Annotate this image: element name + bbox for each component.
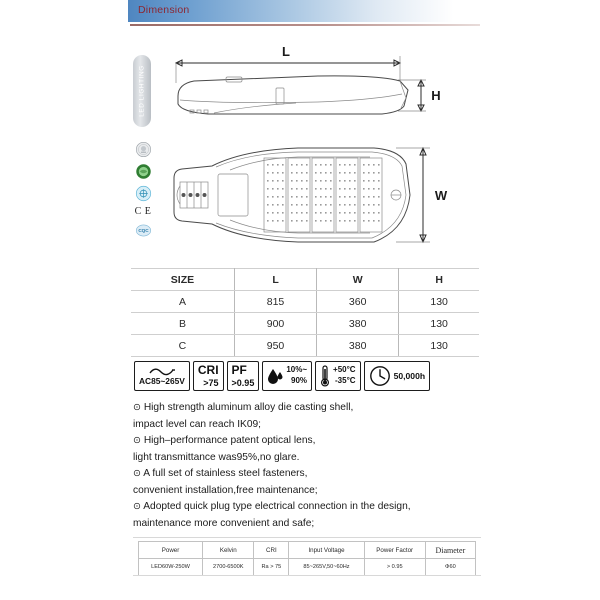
feature-item xyxy=(133,466,483,483)
spec-value-cri: Ra > 75 xyxy=(254,559,289,576)
dimension-label-l: L xyxy=(282,44,290,59)
section-header-band xyxy=(128,0,482,22)
feature-item xyxy=(133,433,483,450)
spec-header-cri: CRI xyxy=(254,542,289,559)
feature-item xyxy=(133,499,483,516)
dim-cell-w: 380 xyxy=(317,335,399,357)
header-divider xyxy=(130,24,480,26)
water-drop-icon xyxy=(267,367,283,385)
bullet-icon: ⊙ xyxy=(133,501,141,513)
table-header-row xyxy=(139,542,476,559)
dim-cell-h: 130 xyxy=(399,335,479,357)
spec-header-kelvin: Kelvin xyxy=(203,542,254,559)
feature-text: maintenance more convenient and safe; xyxy=(133,517,315,529)
spec-pf-title: PF xyxy=(231,362,247,377)
led-lighting-tab xyxy=(133,55,151,127)
ce-mark-badge: C E xyxy=(134,206,152,217)
dim-cell-size: A xyxy=(131,291,234,313)
spec-value-power-factor: > 0.95 xyxy=(364,559,425,576)
spec-cell-temperature xyxy=(315,361,361,391)
spec-value-power: LED60W-250W xyxy=(139,559,203,576)
spec-cri-value: >75 xyxy=(203,377,219,388)
thermometer-icon xyxy=(320,365,330,387)
spec-cell-cri xyxy=(193,361,224,391)
certification-badges xyxy=(133,141,153,239)
table-row xyxy=(139,559,476,576)
dim-cell-l: 900 xyxy=(234,313,316,335)
feature-text: High–performance patent optical lens, xyxy=(143,435,316,447)
spec-pf-value: >0.95 xyxy=(231,377,255,388)
dim-header-w: W xyxy=(317,269,399,291)
dim-cell-w: 380 xyxy=(317,313,399,335)
spec-value-input-voltage: 85~265V,50~60Hz xyxy=(289,559,364,576)
dim-cell-l: 815 xyxy=(234,291,316,313)
dim-cell-h: 130 xyxy=(399,291,479,313)
spec-cell-pf xyxy=(227,361,260,391)
luminaire-side-profile xyxy=(178,76,408,114)
spec-cell-lifespan xyxy=(364,361,431,391)
feature-text: A full set of stainless steel fasteners, xyxy=(143,468,308,480)
spec-table-top-divider xyxy=(133,537,481,538)
spec-table-bottom-divider xyxy=(133,575,481,576)
spec-voltage-label: AC85~265V xyxy=(139,375,185,386)
clock-icon xyxy=(369,365,391,387)
feature-text: Adopted quick plug type electrical connection in the design, xyxy=(143,501,411,513)
spec-lifespan-value: 50,000h xyxy=(393,371,426,381)
spec-header-power-factor: Power Factor xyxy=(364,542,425,559)
spec-humidity-max: 10%~ xyxy=(286,365,308,375)
spec-header-diameter: Diameter xyxy=(425,542,475,559)
table-row xyxy=(131,335,479,357)
certification-seal-badge xyxy=(135,141,152,158)
feature-text: High strength aluminum alloy die casting shell, xyxy=(143,402,354,413)
spec-cri-title: CRI xyxy=(197,362,219,377)
spec-value-diameter: Φ60 xyxy=(425,559,475,576)
feature-list xyxy=(133,400,483,532)
spec-cell-voltage xyxy=(134,361,190,391)
lamp-bottom-view-drawing xyxy=(168,134,458,256)
dim-cell-w: 360 xyxy=(317,291,399,313)
page-title: Dimension xyxy=(138,4,190,16)
dim-header-h: H xyxy=(399,269,479,291)
spec-temp-min: -35°C xyxy=(335,376,356,385)
table-header-row xyxy=(131,269,479,291)
rohs-circle-badge xyxy=(135,185,152,202)
spec-temp-max: +50°C xyxy=(333,365,356,375)
dimension-label-w: W xyxy=(434,188,448,203)
dim-cell-l: 950 xyxy=(234,335,316,357)
lamp-side-view-drawing xyxy=(168,38,458,136)
spec-icon-strip xyxy=(134,361,430,391)
cqc-badge xyxy=(135,222,152,239)
spec-humidity-min: 90% xyxy=(291,376,308,385)
green-globe-badge xyxy=(135,163,152,180)
table-row xyxy=(131,291,479,313)
left-rail xyxy=(133,55,153,239)
dimension-label-h: H xyxy=(431,88,441,103)
specification-table xyxy=(138,541,476,576)
dim-cell-size: B xyxy=(131,313,234,335)
spec-value-kelvin: 2700-6500K xyxy=(203,559,254,576)
bullet-icon: ⊙ xyxy=(133,468,141,480)
table-row xyxy=(131,313,479,335)
dim-cell-size: C xyxy=(131,335,234,357)
spec-cell-humidity xyxy=(262,361,312,391)
feature-text: convenient installation,free maintenance; xyxy=(133,484,318,496)
feature-item xyxy=(133,400,483,417)
bullet-icon: ⊙ xyxy=(133,435,141,447)
luminaire-bottom-housing xyxy=(174,148,410,242)
dim-cell-h: 130 xyxy=(399,313,479,335)
dim-header-size: SIZE xyxy=(131,269,234,291)
svg-text:CQC: CQC xyxy=(137,228,149,234)
feature-text: impact level can reach IK09; xyxy=(133,418,261,430)
ac-wave-icon xyxy=(148,367,176,376)
spec-header-input-voltage: Input Voltage xyxy=(289,542,364,559)
spec-header-power: Power xyxy=(139,542,203,559)
dimension-table xyxy=(131,268,479,357)
dim-header-l: L xyxy=(234,269,316,291)
feature-text: light transmittance was95%,no glare. xyxy=(133,451,300,463)
bullet-icon: ⊙ xyxy=(133,402,141,413)
led-lighting-tab-label: LED LIGHTING xyxy=(138,65,146,117)
